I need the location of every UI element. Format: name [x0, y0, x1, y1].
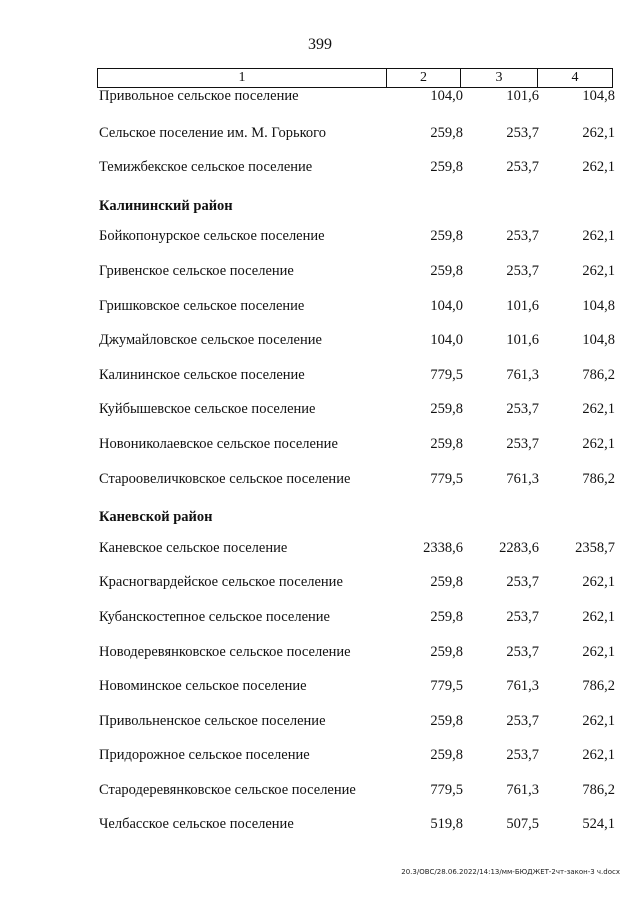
value-col-2: 104,0	[430, 297, 463, 314]
value-col-2: 259,8	[430, 262, 463, 279]
value-col-4: 262,1	[582, 124, 615, 141]
value-col-4: 262,1	[582, 435, 615, 452]
value-col-4: 786,2	[582, 678, 615, 695]
value-col-3: 253,7	[506, 608, 539, 625]
value-col-4: 104,8	[582, 88, 615, 104]
settlement-name: Новодеревянковское сельское поселение	[99, 643, 351, 660]
value-col-3: 101,6	[506, 297, 539, 314]
table-body	[0, 88, 640, 849]
value-col-3: 761,3	[506, 366, 539, 383]
value-col-4: 104,8	[582, 297, 615, 314]
table-row	[0, 88, 640, 123]
table-row	[0, 745, 640, 780]
value-col-2: 259,8	[430, 401, 463, 418]
value-col-2: 779,5	[430, 470, 463, 487]
table-row	[0, 365, 640, 400]
value-col-3: 253,7	[506, 262, 539, 279]
value-col-4: 524,1	[582, 816, 615, 833]
value-col-4: 262,1	[582, 712, 615, 729]
value-col-2: 259,8	[430, 643, 463, 660]
value-col-3: 253,7	[506, 401, 539, 418]
value-col-3: 253,7	[506, 159, 539, 176]
value-col-2: 259,8	[430, 228, 463, 245]
value-col-4: 262,1	[582, 574, 615, 591]
district-heading-row	[0, 503, 640, 538]
value-col-3: 761,3	[506, 470, 539, 487]
header-col-2: 2	[387, 69, 461, 87]
value-col-2: 779,5	[430, 678, 463, 695]
value-col-4: 786,2	[582, 470, 615, 487]
value-col-3: 761,3	[506, 678, 539, 695]
value-col-2: 779,5	[430, 781, 463, 798]
settlement-name: Придорожное сельское поселение	[99, 747, 310, 764]
value-col-2: 259,8	[430, 608, 463, 625]
header-col-3: 3	[461, 69, 538, 87]
table-row	[0, 814, 640, 849]
table-row	[0, 226, 640, 261]
value-col-4: 262,1	[582, 747, 615, 764]
value-col-2: 779,5	[430, 366, 463, 383]
value-col-4: 262,1	[582, 643, 615, 660]
value-col-2: 259,8	[430, 712, 463, 729]
table-row	[0, 607, 640, 642]
table-row	[0, 330, 640, 365]
page-number: 399	[308, 36, 332, 53]
settlement-name: Староовеличковское сельское поселение	[99, 470, 351, 487]
table-row	[0, 157, 640, 192]
value-col-3: 253,7	[506, 435, 539, 452]
table-row	[0, 469, 640, 504]
district-name: Калининский район	[99, 197, 233, 214]
settlement-name: Кубанскостепное сельское поселение	[99, 608, 330, 625]
table-header	[97, 68, 613, 88]
table-row	[0, 123, 640, 158]
table-row	[0, 434, 640, 469]
table-row	[0, 780, 640, 815]
value-col-3: 253,7	[506, 228, 539, 245]
value-col-4: 262,1	[582, 262, 615, 279]
settlement-name: Бойкопонурское сельское поселение	[99, 228, 325, 245]
settlement-name: Красногвардейское сельское поселение	[99, 574, 343, 591]
settlement-name: Новониколаевское сельское поселение	[99, 435, 338, 452]
settlement-name: Каневское сельское поселение	[99, 539, 288, 556]
settlement-name: Куйбышевское сельское поселение	[99, 401, 316, 418]
settlement-name: Привольненское сельское поселение	[99, 712, 326, 729]
settlement-name: Новоминское сельское поселение	[99, 678, 307, 695]
settlement-name: Сельское поселение им. М. Горького	[99, 124, 326, 141]
value-col-3: 101,6	[506, 88, 539, 104]
district-name: Каневской район	[99, 509, 213, 526]
value-col-2: 104,0	[430, 332, 463, 349]
header-col-1: 1	[98, 69, 387, 87]
value-col-4: 786,2	[582, 781, 615, 798]
value-col-3: 253,7	[506, 574, 539, 591]
table-row	[0, 296, 640, 331]
value-col-4: 786,2	[582, 366, 615, 383]
value-col-2: 519,8	[430, 816, 463, 833]
settlement-name: Привольное сельское поселение	[99, 88, 299, 104]
value-col-4: 262,1	[582, 608, 615, 625]
value-col-2: 259,8	[430, 435, 463, 452]
table-row	[0, 538, 640, 573]
value-col-3: 101,6	[506, 332, 539, 349]
value-col-4: 104,8	[582, 332, 615, 349]
value-col-2: 104,0	[430, 88, 463, 104]
value-col-3: 253,7	[506, 124, 539, 141]
settlement-name: Гривенское сельское поселение	[99, 262, 294, 279]
value-col-3: 253,7	[506, 643, 539, 660]
table-row	[0, 261, 640, 296]
value-col-2: 259,8	[430, 124, 463, 141]
settlement-name: Гришковское сельское поселение	[99, 297, 305, 314]
value-col-4: 262,1	[582, 159, 615, 176]
value-col-2: 259,8	[430, 159, 463, 176]
settlement-name: Джумайловское сельское поселение	[99, 332, 322, 349]
value-col-2: 2338,6	[423, 539, 463, 556]
table-row	[0, 711, 640, 746]
value-col-3: 761,3	[506, 781, 539, 798]
value-col-3: 2283,6	[499, 539, 539, 556]
value-col-4: 262,1	[582, 228, 615, 245]
value-col-4: 262,1	[582, 401, 615, 418]
value-col-2: 259,8	[430, 574, 463, 591]
value-col-3: 507,5	[506, 816, 539, 833]
value-col-3: 253,7	[506, 712, 539, 729]
value-col-2: 259,8	[430, 747, 463, 764]
settlement-name: Калининское сельское поселение	[99, 366, 305, 383]
footer-filename: 20.3/ОВС/28.06.2022/14:13/мм-БЮДЖЕТ-2чт-закон-3 ч.docx	[401, 868, 620, 876]
settlement-name: Темижбекское сельское поселение	[99, 159, 313, 176]
settlement-name: Стародеревянковское сельское поселение	[99, 781, 356, 798]
settlement-name: Челбасское сельское поселение	[99, 816, 294, 833]
value-col-4: 2358,7	[575, 539, 615, 556]
table-row	[0, 399, 640, 434]
table-row	[0, 676, 640, 711]
table-row	[0, 572, 640, 607]
header-col-4: 4	[571, 70, 579, 85]
district-heading-row	[0, 192, 640, 227]
table-row	[0, 642, 640, 677]
value-col-3: 253,7	[506, 747, 539, 764]
